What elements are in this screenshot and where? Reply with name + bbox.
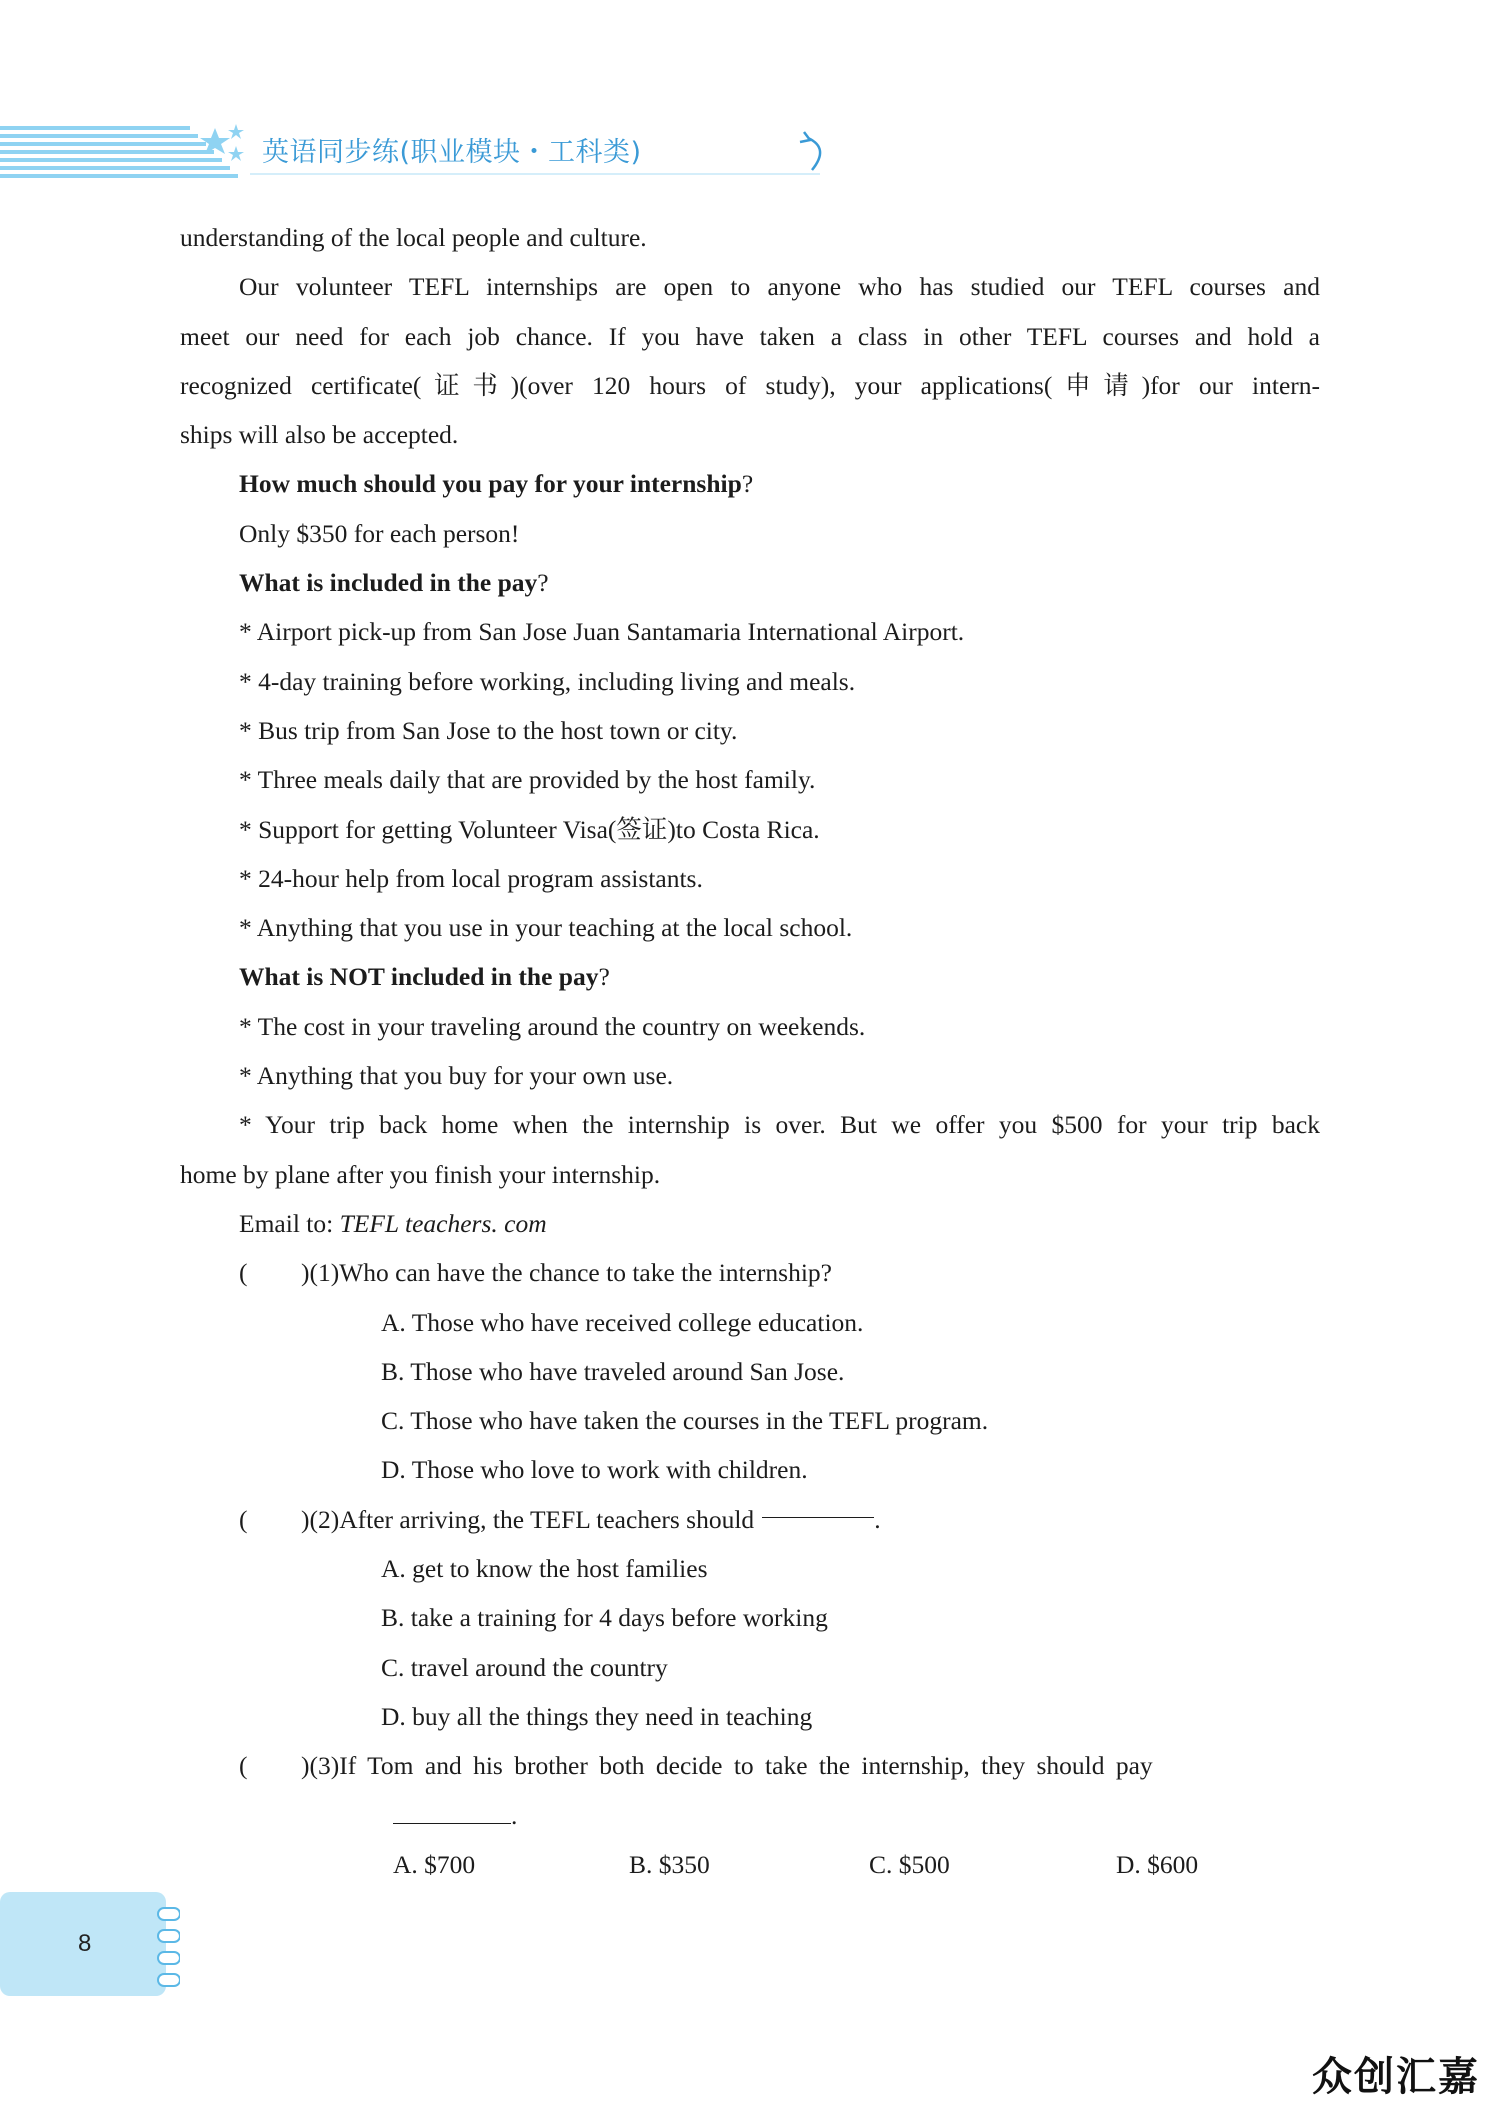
option: C. Those who have taken the courses in the TEFL program. bbox=[381, 1406, 989, 1436]
answer-bracket[interactable]: ( bbox=[239, 1504, 248, 1534]
question-stem: )(1)Who can have the chance to take the internship? bbox=[301, 1258, 833, 1288]
option: D. Those who love to work with children. bbox=[381, 1455, 808, 1485]
question-stem: )(3)If Tom and his brother both decide to take the internship, they should pay bbox=[301, 1751, 1153, 1781]
reading-passage bbox=[180, 213, 1320, 1889]
section-heading-not-included: What is NOT included in the pay? bbox=[239, 962, 610, 992]
included-item: * Anything that you use in your teaching at the local school. bbox=[239, 913, 853, 943]
email-address: TEFL teachers. com bbox=[339, 1208, 547, 1238]
fill-blank[interactable] bbox=[762, 1495, 874, 1518]
option: B. Those who have traveled around San Jose. bbox=[381, 1356, 845, 1386]
included-item: * Support for getting Volunteer Visa(签证)to Costa Rica. bbox=[239, 814, 820, 844]
header-title: 英语同步练(职业模块・工科类) bbox=[262, 137, 642, 168]
passage-line: understanding of the local people and culture. bbox=[180, 223, 647, 252]
question-1 bbox=[180, 1248, 1320, 1297]
option: A. Those who have received college education. bbox=[381, 1307, 864, 1337]
watermark: 众创汇嘉 bbox=[1312, 2054, 1480, 2100]
not-included-item: * Anything that you buy for your own use. bbox=[239, 1061, 674, 1091]
answer-bracket[interactable]: ( bbox=[239, 1258, 248, 1288]
passage-line: meet our need for each job chance. If you have taken a class in other TEFL courses and hold a bbox=[180, 321, 1320, 351]
option: B. $350 bbox=[629, 1849, 710, 1879]
return-arrow-icon bbox=[800, 132, 820, 170]
passage-line: ships will also be accepted. bbox=[180, 420, 459, 450]
fill-blank[interactable] bbox=[393, 1801, 511, 1824]
question-3-options bbox=[180, 1840, 1320, 1889]
section-heading-pay: How much should you pay for your internship? bbox=[239, 469, 754, 499]
email-line: Email to: TEFL teachers. com bbox=[239, 1208, 547, 1238]
included-item: * Bus trip from San Jose to the host town or city. bbox=[239, 715, 738, 745]
page-number: 8 bbox=[78, 1930, 92, 1957]
answer-bracket[interactable]: ( bbox=[239, 1751, 248, 1781]
question-stem: )(2)After arriving, the TEFL teachers should bbox=[301, 1504, 755, 1534]
option: A. $700 bbox=[393, 1849, 476, 1879]
passage-line: Our volunteer TEFL internships are open to anyone who has studied our TEFL courses and bbox=[239, 272, 1320, 302]
not-included-item: home by plane after you finish your internship. bbox=[180, 1159, 661, 1189]
question-3 bbox=[180, 1741, 1320, 1790]
included-item: * Three meals daily that are provided by the host family. bbox=[239, 765, 816, 795]
question-3-blank-line: . bbox=[180, 1791, 1320, 1840]
option: C. travel around the country bbox=[381, 1652, 668, 1682]
not-included-item: * Your trip back home when the internship is over. But we offer you $500 for your trip back bbox=[239, 1110, 1320, 1140]
option: D. $600 bbox=[1116, 1849, 1199, 1879]
question-2: ( )(2)After arriving, the TEFL teachers should . bbox=[180, 1495, 1320, 1544]
not-included-item: * The cost in your traveling around the country on weekends. bbox=[239, 1011, 866, 1041]
option: C. $500 bbox=[869, 1849, 950, 1879]
passage-line: recognized certificate(证书)(over 120 hours of study), your applications(申请)for our intern- bbox=[180, 370, 1320, 400]
option: D. buy all the things they need in teaching bbox=[381, 1701, 813, 1731]
page-header bbox=[0, 122, 840, 178]
included-item: * 4-day training before working, including living and meals. bbox=[239, 666, 856, 696]
included-item: * 24-hour help from local program assistants. bbox=[239, 863, 703, 893]
section-heading-included: What is included in the pay? bbox=[239, 568, 549, 598]
stars-icon bbox=[200, 124, 244, 161]
included-item: * Airport pick-up from San Jose Juan Santamaria International Airport. bbox=[239, 617, 965, 647]
pay-amount-text: Only $350 for each person! bbox=[239, 518, 520, 548]
option: A. get to know the host families bbox=[381, 1554, 708, 1584]
option: B. take a training for 4 days before working bbox=[381, 1603, 828, 1633]
